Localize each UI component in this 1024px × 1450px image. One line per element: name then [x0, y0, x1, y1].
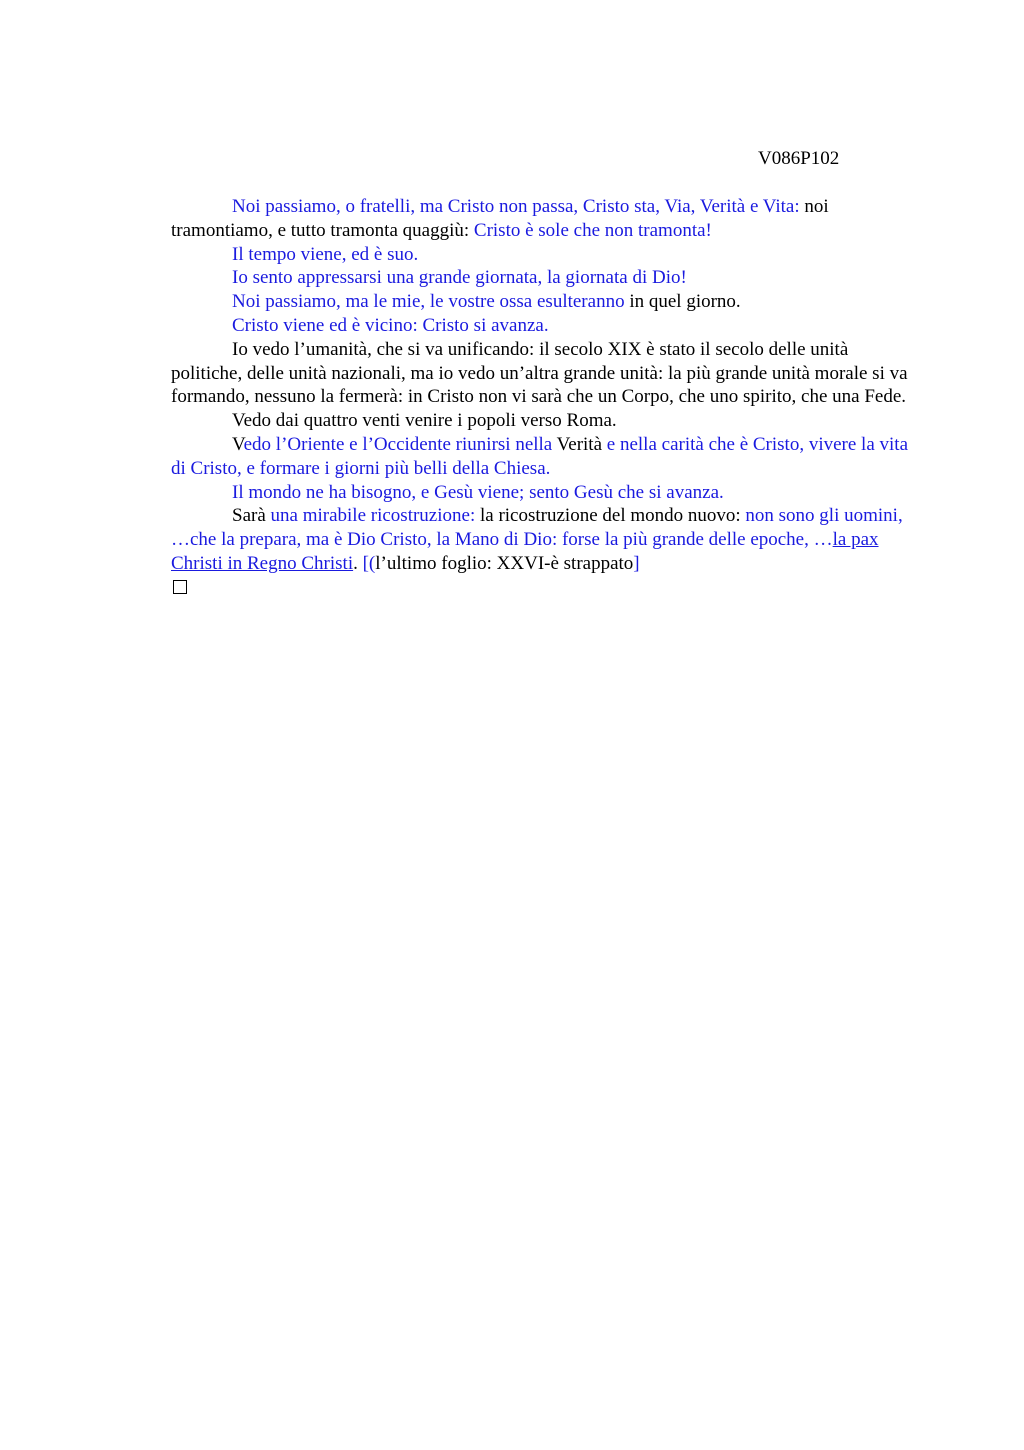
- paragraph: [171, 481, 919, 505]
- text-run: una mirabile ricostruzione:: [270, 505, 476, 527]
- paragraph: [171, 243, 919, 267]
- text-run: .: [353, 552, 363, 574]
- document-body: [171, 195, 919, 594]
- text-run: Sarà: [232, 505, 271, 527]
- text-run: Cristo è sole che non tramonta!: [473, 219, 712, 241]
- text-run: noi tramontiamo, e tutto tramonta quaggiù:: [171, 196, 829, 241]
- text-run: ]: [633, 552, 640, 574]
- text-run: l’ultimo foglio: XXVI-è strappato: [375, 552, 634, 574]
- text-run: Verità: [556, 433, 603, 455]
- paragraph: [171, 433, 919, 481]
- paragraph: [171, 290, 919, 314]
- paragraph: [171, 504, 919, 575]
- text-run: Io sento appressarsi una grande giornata, la giornata di Dio!: [232, 267, 687, 289]
- text-run: [(: [362, 552, 376, 574]
- paragraph: [171, 314, 919, 338]
- text-run: V: [232, 433, 244, 455]
- paragraph: [171, 266, 919, 290]
- text-run: la ricostruzione del mondo nuovo:: [475, 505, 746, 527]
- text-run: edo l’Oriente e l’Occidente riunirsi nella: [243, 433, 557, 455]
- text-run: in quel giorno.: [624, 291, 741, 313]
- text-run: non sono gli uomini, …che la prepara, ma è Dio Cristo, la Mano di Dio: forse la più grande delle epoche, …: [171, 505, 903, 551]
- page-identifier: V086P102: [758, 148, 840, 169]
- underlined-text-run: la pax Christi in Regno Christi: [171, 529, 879, 574]
- text-run: Noi passiamo, o fratelli, ma Cristo non passa, Cristo sta, Via, Verità e Vita:: [232, 196, 800, 217]
- paragraph: [171, 409, 919, 433]
- text-run: Il mondo ne ha bisogno, e Gesù viene; sento Gesù che si avanza.: [232, 481, 724, 503]
- paragraph: [171, 195, 919, 243]
- paragraph: [171, 338, 919, 409]
- text-run: Cristo viene ed è vicino: Cristo si avanza.: [232, 314, 549, 336]
- text-run: e nella carità che è Cristo, vivere la vita di Cristo, e formare i giorni più belli della Chiesa.: [171, 433, 908, 479]
- empty-checkbox-glyph: [173, 580, 187, 594]
- text-run: Io vedo l’umanità, che si va unificando: il secolo XIX è stato il secolo delle unità politiche, delle unità nazionali, ma io vedo un’altra grande unità: la più grande unità morale si va formando, nessuno la fermerà: in Cristo non vi sarà che un Corpo, che uno spirito, che una Fede.: [171, 338, 908, 408]
- text-run: Noi passiamo, ma le mie, le vostre ossa esulteranno: [232, 291, 625, 313]
- text-run: Il tempo viene, ed è suo.: [232, 243, 419, 265]
- text-run: Vedo dai quattro venti venire i popoli verso Roma.: [232, 410, 617, 432]
